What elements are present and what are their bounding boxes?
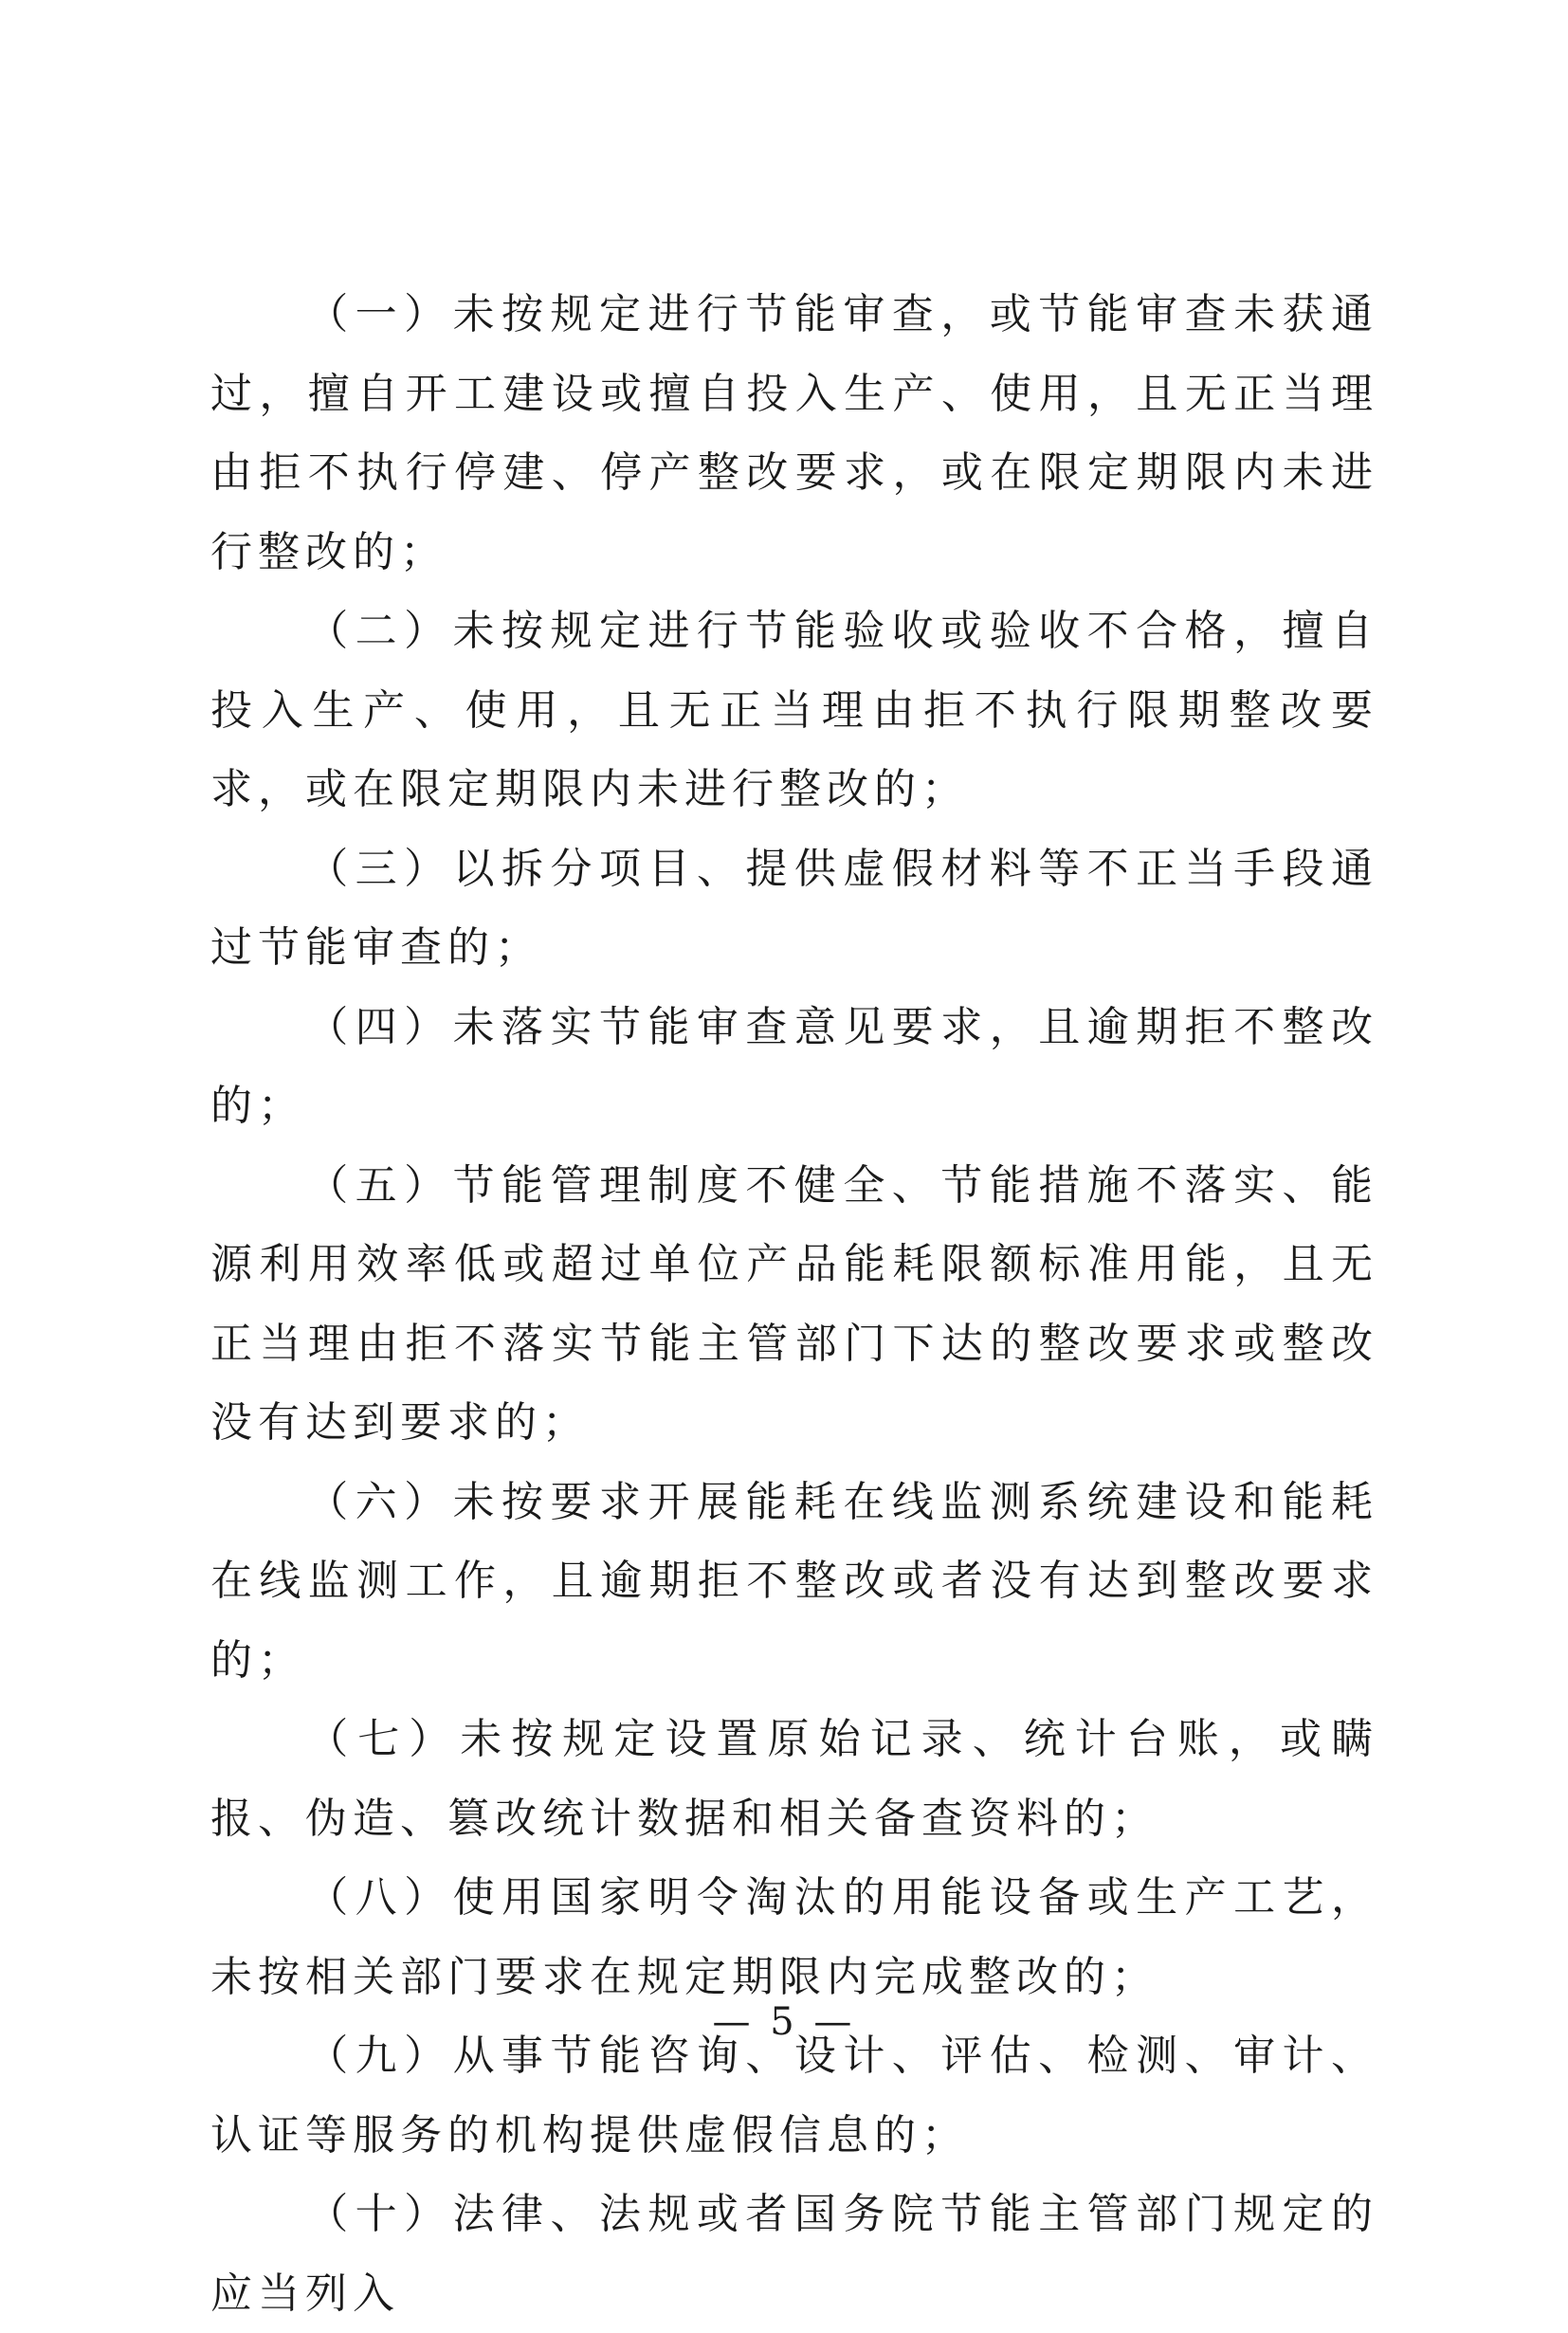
paragraph-item-9: （九）从事节能咨询、设计、评估、检测、审计、认证等服务的机构提供虚假信息的； — [210, 2032, 1378, 2160]
paragraph-item-5: （五）节能管理制度不健全、节能措施不落实、能源利用效率低或超过单位产品能耗限额标准用能，且无正当理由拒不落实节能主管部门下达的整改要求或整改没有达到要求的； — [210, 1160, 1378, 1447]
paragraph-item-10: （十）法律、法规或者国务院节能主管部门规定的应当列入 — [210, 2190, 1378, 2318]
paragraph-item-4: （四）未落实节能审查意见要求，且逾期拒不整改的； — [210, 1002, 1378, 1130]
page-number: — 5 — — [712, 2000, 856, 2044]
paragraph-item-6: （六）未按要求开展能耗在线监测系统建设和能耗在线监测工作，且逾期拒不整改或者没有达到整改要求的； — [210, 1477, 1378, 1685]
paragraph-item-2: （二）未按规定进行节能验收或验收不合格，擅自投入生产、使用，且无正当理由拒不执行限期整改要求，或在限定期限内未进行整改的； — [210, 607, 1378, 813]
paragraph-item-1: （一）未按规定进行节能审查，或节能审查未获通过，擅自开工建设或擅自投入生产、使用，且无正当理由拒不执行停建、停产整改要求，或在限定期限内未进行整改的； — [210, 290, 1378, 576]
paragraph-item-7: （七）未按规定设置原始记录、统计台账，或瞒报、伪造、篡改统计数据和相关备查资料的； — [210, 1715, 1378, 1843]
paragraph-item-8: （八）使用国家明令淘汰的用能设备或生产工艺，未按相关部门要求在规定期限内完成整改的； — [210, 1873, 1378, 2001]
paragraph-item-3: （三）以拆分项目、提供虚假材料等不正当手段通过节能审查的； — [210, 844, 1378, 972]
